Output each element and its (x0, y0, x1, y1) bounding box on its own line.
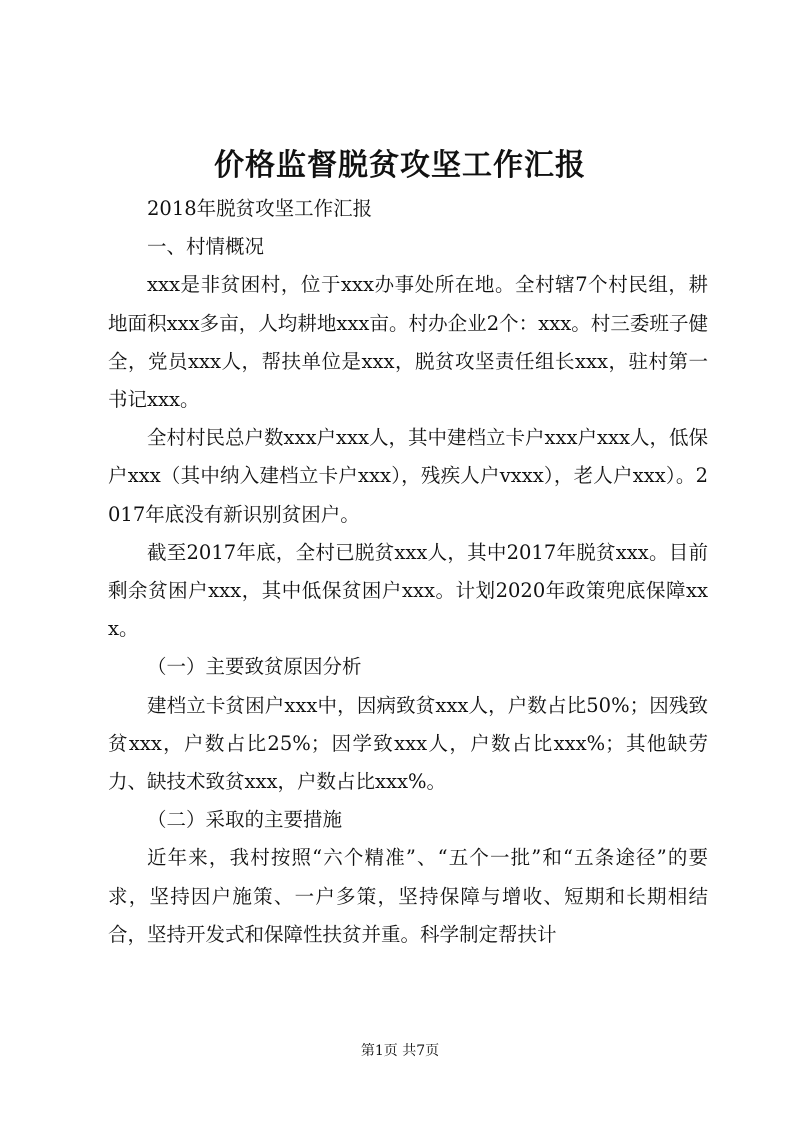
body-paragraph: 建档立卡贫困户xxx中，因病致贫xxx人，户数占比50%；因残致贫xxx，户数占比25%；因学致xxx人，户数占比xxx%；其他缺劳力、缺技术致贫xxx，户数占比xxx%。 (108, 693, 708, 794)
page-footer: 第1页 共7页 (360, 1043, 440, 1059)
subtitle-paragraph: 2018年脱贫攻坚工作汇报 (147, 197, 373, 220)
subsection-heading-measures: （二）采取的主要措施 (147, 808, 343, 832)
subsection-heading-poverty-causes: （一）主要致贫原因分析 (147, 655, 362, 679)
section-heading-village-overview: 一、村情概况 (147, 235, 265, 259)
body-paragraph: 全村村民总户数xxx户xxx人，其中建档立卡户xxx户xxx人，低保户xxx（其中纳入建档立卡户xxx），残疾人户vxxx），老人户xxx）。2017年底没有新识别贫困户。 (108, 426, 708, 526)
document-title: 价格监督脱贫攻坚工作汇报 (214, 148, 586, 183)
body-paragraph: xxx是非贫困村，位于xxx办事处所在地。全村辖7个村民组，耕地面积xxx多亩，人均耕地xxx亩。村办企业2个：xxx。村三委班子健全，党员xxx人，帮扶单位是xxx，脱贫攻坚责任组长xxx，驻村第一书记xxx。 (108, 273, 708, 412)
body-paragraph: 截至2017年底，全村已脱贫xxx人，其中2017年脱贫xxx。目前剩余贫困户xxx，其中低保贫困户xxx。计划2020年政策兜底保障xxx。 (108, 540, 708, 641)
body-paragraph: 近年来，我村按照“六个精准”、“五个一批”和“五条途径”的要求，坚持因户施策、一户多策，坚持保障与增收、短期和长期相结合，坚持开发式和保障性扶贫并重。科学制定帮扶计 (108, 846, 708, 946)
document-body (108, 190, 708, 954)
